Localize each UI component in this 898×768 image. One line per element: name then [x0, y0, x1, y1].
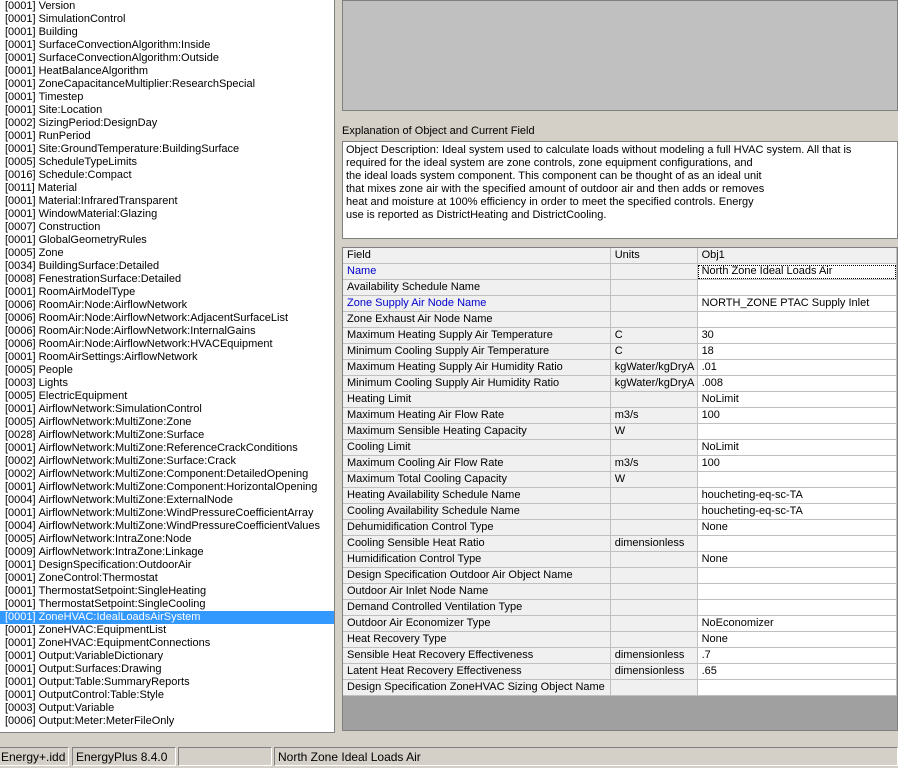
explanation-box — [342, 141, 898, 239]
class-list-item[interactable] — [0, 130, 334, 143]
grid-field-value[interactable]: NoLimit — [697, 392, 896, 408]
class-count: [0001] — [5, 130, 36, 142]
grid-row[interactable] — [343, 408, 897, 424]
class-name: Output:Meter:MeterFileOnly — [38, 715, 175, 727]
class-list-item[interactable] — [0, 221, 334, 234]
class-name: RoomAir:Node:AirflowNetwork:HVACEquipment — [38, 338, 273, 350]
class-name: RoomAir:Node:AirflowNetwork — [38, 299, 188, 311]
class-list-item[interactable] — [0, 364, 334, 377]
class-count: [0028] — [5, 429, 36, 441]
class-list-item[interactable] — [0, 611, 334, 624]
grid-row[interactable] — [343, 360, 897, 376]
class-count: [0001] — [5, 689, 36, 701]
class-list-item[interactable] — [0, 338, 334, 351]
class-list-item[interactable] — [0, 117, 334, 130]
class-count: [0001] — [5, 143, 36, 155]
class-name: AirflowNetwork:IntraZone:Linkage — [38, 546, 204, 558]
grid-row[interactable] — [343, 680, 897, 696]
class-count: [0001] — [5, 676, 36, 688]
class-count: [0034] — [5, 260, 36, 272]
class-name: AirflowNetwork:MultiZone:WindPressureCoefficientValues — [38, 520, 321, 532]
class-count: [0001] — [5, 559, 36, 571]
grid-field-value[interactable] — [697, 312, 896, 328]
grid-field-value[interactable]: houcheting-eq-sc-TA — [697, 488, 896, 504]
class-count: [0001] — [5, 78, 36, 90]
grid-row[interactable] — [343, 664, 897, 680]
grid-field-name[interactable]: Humidification Control Type — [343, 552, 610, 568]
class-list-item[interactable] — [0, 273, 334, 286]
class-count: [0001] — [5, 65, 36, 77]
explanation-line: Object Description: Ideal system used to calculate loads without modeling a full HVAC system. All that is — [346, 144, 852, 156]
grid-field-units — [610, 552, 697, 568]
class-count: [0001] — [5, 0, 36, 12]
class-count: [0006] — [5, 312, 36, 324]
class-count: [0005] — [5, 364, 36, 376]
grid-row[interactable] — [343, 280, 897, 296]
class-count: [0001] — [5, 507, 36, 519]
class-count: [0006] — [5, 715, 36, 727]
class-list-item[interactable] — [0, 663, 334, 676]
class-name: Output:VariableDictionary — [38, 650, 164, 662]
class-list-item[interactable] — [0, 481, 334, 494]
class-name: ZoneControl:Thermostat — [38, 572, 158, 584]
grid-field-name[interactable]: Zone Supply Air Node Name — [343, 296, 610, 312]
grid-field-value[interactable]: houcheting-eq-sc-TA — [697, 504, 896, 520]
class-list-item[interactable] — [0, 507, 334, 520]
grid-field-name[interactable]: Zone Exhaust Air Node Name — [343, 312, 610, 328]
grid-field-units: kgWater/kgDryA — [610, 360, 697, 376]
class-list-item[interactable] — [0, 312, 334, 325]
class-name: SurfaceConvectionAlgorithm:Inside — [38, 39, 211, 51]
grid-field-value[interactable]: None — [697, 632, 896, 648]
grid-field-units — [610, 280, 697, 296]
class-count: [0001] — [5, 481, 36, 493]
class-count: [0001] — [5, 52, 36, 64]
class-name: ZoneHVAC:EquipmentList — [38, 624, 167, 636]
grid-row[interactable] — [343, 616, 897, 632]
explanation-line: the ideal loads system component. This component can be thought of as an ideal unit — [346, 170, 762, 182]
class-list-item[interactable] — [0, 715, 334, 728]
grid-field-name[interactable]: Heating Limit — [343, 392, 610, 408]
class-list-item[interactable] — [0, 143, 334, 156]
class-count: [0001] — [5, 572, 36, 584]
class-count: [0016] — [5, 169, 36, 181]
class-list-item[interactable] — [0, 455, 334, 468]
grid-field-units — [610, 488, 697, 504]
grid-field-value[interactable]: NORTH_ZONE PTAC Supply Inlet — [697, 296, 896, 312]
class-name: Version — [38, 0, 76, 12]
status-idd-file — [0, 747, 69, 766]
grid-row[interactable] — [343, 328, 897, 344]
class-name: People — [38, 364, 73, 376]
class-list-item[interactable] — [0, 299, 334, 312]
class-count: [0001] — [5, 208, 36, 220]
class-list-item[interactable] — [0, 234, 334, 247]
class-list-item[interactable] — [0, 546, 334, 559]
grid-field-value[interactable] — [697, 568, 896, 584]
status-bar — [0, 744, 898, 768]
class-name: Zone — [38, 247, 64, 259]
grid-field-value[interactable]: .008 — [697, 376, 896, 392]
grid-field-name[interactable]: Demand Controlled Ventilation Type — [343, 600, 610, 616]
class-count: [0001] — [5, 234, 36, 246]
grid-field-units: dimensionless — [610, 536, 697, 552]
grid-field-name[interactable]: Heat Recovery Type — [343, 632, 610, 648]
grid-header-obj[interactable]: Obj1 — [697, 248, 896, 264]
grid-row[interactable] — [343, 424, 897, 440]
grid-field-value[interactable]: 100 — [697, 408, 896, 424]
grid-field-value[interactable]: None — [697, 520, 896, 536]
class-name: Site:GroundTemperature:BuildingSurface — [38, 143, 240, 155]
class-name: AirflowNetwork:MultiZone:WindPressureCoefficientArray — [38, 507, 314, 519]
class-name: RunPeriod — [38, 130, 91, 142]
grid-field-value[interactable] — [697, 600, 896, 616]
grid-row[interactable] — [343, 552, 897, 568]
class-list-item[interactable] — [0, 533, 334, 546]
class-count: [0001] — [5, 442, 36, 454]
grid-row[interactable] — [343, 376, 897, 392]
class-count: [0001] — [5, 13, 36, 25]
grid-field-value[interactable]: 30 — [697, 328, 896, 344]
class-list-item[interactable] — [0, 26, 334, 39]
grid-field-name[interactable]: Cooling Limit — [343, 440, 610, 456]
class-list-item[interactable] — [0, 416, 334, 429]
class-list-item[interactable] — [0, 442, 334, 455]
grid-field-units: C — [610, 328, 697, 344]
grid-row[interactable] — [343, 568, 897, 584]
grid-header-units: Units — [610, 248, 697, 264]
grid-field-name[interactable]: Maximum Cooling Air Flow Rate — [343, 456, 610, 472]
status-idd-file-text: Energy+.idd — [1, 750, 66, 764]
class-count: [0005] — [5, 533, 36, 545]
grid-field-name[interactable]: Availability Schedule Name — [343, 280, 610, 296]
grid-field-units: W — [610, 424, 697, 440]
grid-header-row — [343, 248, 897, 264]
grid-field-value[interactable]: North Zone Ideal Loads Air — [697, 264, 896, 280]
class-count: [0002] — [5, 117, 36, 129]
grid-field-value[interactable] — [697, 424, 896, 440]
class-count: [0001] — [5, 104, 36, 116]
class-name: AirflowNetwork:IntraZone:Node — [38, 533, 192, 545]
grid-field-units — [610, 296, 697, 312]
class-count: [0002] — [5, 455, 36, 467]
grid-field-value[interactable]: 100 — [697, 456, 896, 472]
grid-field-units — [610, 392, 697, 408]
class-list-item[interactable] — [0, 78, 334, 91]
class-name: AirflowNetwork:MultiZone:Surface:Crack — [38, 455, 237, 467]
class-name: ElectricEquipment — [38, 390, 128, 402]
grid-header-field: Field — [343, 248, 610, 264]
class-count: [0004] — [5, 520, 36, 532]
class-count: [0007] — [5, 221, 36, 233]
class-count: [0002] — [5, 468, 36, 480]
class-list-item[interactable] — [0, 325, 334, 338]
class-list-item[interactable] — [0, 468, 334, 481]
class-count: [0001] — [5, 286, 36, 298]
class-count: [0001] — [5, 91, 36, 103]
class-name: ZoneHVAC:IdealLoadsAirSystem — [38, 611, 201, 623]
class-list-item[interactable] — [0, 689, 334, 702]
grid-field-units — [610, 504, 697, 520]
grid-field-units: W — [610, 472, 697, 488]
grid-field-units: m3/s — [610, 408, 697, 424]
class-list-item[interactable] — [0, 520, 334, 533]
grid-row[interactable] — [343, 584, 897, 600]
grid-field-name[interactable]: Design Specification ZoneHVAC Sizing Object Name — [343, 680, 610, 696]
class-list-item[interactable] — [0, 650, 334, 663]
class-name: AirflowNetwork:SimulationControl — [38, 403, 202, 415]
grid-field-name[interactable]: Outdoor Air Inlet Node Name — [343, 584, 610, 600]
grid-field-name[interactable]: Heating Availability Schedule Name — [343, 488, 610, 504]
class-list-item[interactable] — [0, 702, 334, 715]
class-count: [0006] — [5, 338, 36, 350]
grid-field-name[interactable]: Minimum Cooling Supply Air Temperature — [343, 344, 610, 360]
class-name: Building — [38, 26, 78, 38]
class-list-item[interactable] — [0, 247, 334, 260]
grid-row[interactable] — [343, 520, 897, 536]
class-count: [0008] — [5, 273, 36, 285]
class-name: RoomAir:Node:AirflowNetwork:AdjacentSurfaceList — [38, 312, 289, 324]
grid-row[interactable] — [343, 472, 897, 488]
class-list-item[interactable] — [0, 169, 334, 182]
grid-field-units — [610, 600, 697, 616]
grid-field-units: kgWater/kgDryA — [610, 376, 697, 392]
class-name: Output:Surfaces:Drawing — [38, 663, 162, 675]
class-list-item[interactable] — [0, 195, 334, 208]
class-name: Output:Table:SummaryReports — [38, 676, 190, 688]
class-count: [0001] — [5, 637, 36, 649]
grid-field-units — [610, 264, 697, 280]
grid-field-value[interactable]: NoLimit — [697, 440, 896, 456]
grid-field-units — [610, 568, 697, 584]
class-name: SimulationControl — [38, 13, 126, 25]
grid-row[interactable] — [343, 632, 897, 648]
grid-field-value[interactable] — [697, 536, 896, 552]
class-name: DesignSpecification:OutdoorAir — [38, 559, 192, 571]
class-count: [0001] — [5, 39, 36, 51]
class-name: Material — [37, 182, 77, 194]
class-name: ThermostatSetpoint:SingleHeating — [38, 585, 207, 597]
class-count: [0001] — [5, 624, 36, 636]
grid-row[interactable] — [343, 504, 897, 520]
class-count: [0005] — [5, 247, 36, 259]
grid-field-units — [610, 520, 697, 536]
class-list-item[interactable] — [0, 260, 334, 273]
grid-field-name[interactable]: Maximum Total Cooling Capacity — [343, 472, 610, 488]
class-name: Material:InfraredTransparent — [38, 195, 178, 207]
grid-field-value[interactable]: 18 — [697, 344, 896, 360]
grid-row[interactable] — [343, 344, 897, 360]
grid-field-units: m3/s — [610, 456, 697, 472]
class-name: RoomAirSettings:AirflowNetwork — [38, 351, 198, 363]
class-list-item[interactable] — [0, 598, 334, 611]
grid-field-value[interactable]: .7 — [697, 648, 896, 664]
grid-field-name[interactable]: Maximum Heating Air Flow Rate — [343, 408, 610, 424]
grid-field-name[interactable]: Cooling Availability Schedule Name — [343, 504, 610, 520]
class-name: OutputControl:Table:Style — [38, 689, 164, 701]
grid-field-name[interactable]: Name — [343, 264, 610, 280]
class-list-item[interactable] — [0, 52, 334, 65]
class-count: [0006] — [5, 299, 36, 311]
class-name: Site:Location — [38, 104, 103, 116]
class-name: WindowMaterial:Glazing — [38, 208, 158, 220]
class-count: [0001] — [5, 598, 36, 610]
grid-field-value[interactable]: .65 — [697, 664, 896, 680]
grid-field-units: dimensionless — [610, 664, 697, 680]
grid-field-name[interactable]: Maximum Heating Supply Air Humidity Ratio — [343, 360, 610, 376]
class-list-item[interactable] — [0, 0, 334, 13]
status-current-value: North Zone Ideal Loads Air — [274, 747, 898, 766]
class-name: Output:Variable — [38, 702, 115, 714]
grid-row[interactable] — [343, 312, 897, 328]
class-list-item[interactable] — [0, 390, 334, 403]
grid-field-name[interactable]: Latent Heat Recovery Effectiveness — [343, 664, 610, 680]
grid-field-units — [610, 584, 697, 600]
grid-field-name[interactable]: Minimum Cooling Supply Air Humidity Ratio — [343, 376, 610, 392]
class-list-item[interactable] — [0, 585, 334, 598]
class-name: ThermostatSetpoint:SingleCooling — [38, 598, 206, 610]
grid-field-units — [610, 440, 697, 456]
grid-field-value[interactable]: NoEconomizer — [697, 616, 896, 632]
class-list-item[interactable] — [0, 624, 334, 637]
grid-row[interactable] — [343, 648, 897, 664]
class-count: [0003] — [5, 702, 36, 714]
class-count: [0003] — [5, 377, 36, 389]
grid-field-name[interactable]: Cooling Sensible Heat Ratio — [343, 536, 610, 552]
grid-field-name[interactable]: Dehumidification Control Type — [343, 520, 610, 536]
class-list-item[interactable] — [0, 559, 334, 572]
grid-field-name[interactable]: Maximum Heating Supply Air Temperature — [343, 328, 610, 344]
class-list-item[interactable] — [0, 286, 334, 299]
class-count: [0009] — [5, 546, 36, 558]
class-name: FenestrationSurface:Detailed — [38, 273, 182, 285]
grid-row[interactable] — [343, 488, 897, 504]
class-list-item[interactable] — [0, 13, 334, 26]
class-name: ScheduleTypeLimits — [38, 156, 138, 168]
class-name: AirflowNetwork:MultiZone:Component:DetailedOpening — [38, 468, 309, 480]
class-count: [0001] — [5, 351, 36, 363]
explanation-line: that mixes zone air with the specified amount of outdoor air and then adds or removes — [346, 183, 765, 195]
class-count: [0005] — [5, 416, 36, 428]
grid-row[interactable] — [343, 440, 897, 456]
class-name: AirflowNetwork:MultiZone:Zone — [38, 416, 192, 428]
grid-field-value[interactable] — [697, 584, 896, 600]
explanation-line: use is reported as DistrictHeating and DistrictCooling. — [346, 209, 607, 221]
class-list-item[interactable] — [0, 637, 334, 650]
class-count: [0001] — [5, 611, 36, 623]
class-count: [0001] — [5, 26, 36, 38]
class-list-item[interactable] — [0, 494, 334, 507]
class-count: [0001] — [5, 663, 36, 675]
grid-field-value[interactable]: None — [697, 552, 896, 568]
class-count: [0001] — [5, 585, 36, 597]
class-name: Construction — [38, 221, 101, 233]
grid-field-value[interactable] — [697, 680, 896, 696]
grid-row[interactable] — [343, 536, 897, 552]
class-list-item[interactable] — [0, 377, 334, 390]
class-list-item[interactable] — [0, 39, 334, 52]
explanation-label: Explanation of Object and Current Field — [342, 125, 535, 137]
class-name: SurfaceConvectionAlgorithm:Outside — [38, 52, 219, 64]
class-list-item[interactable] — [0, 676, 334, 689]
grid-field-units: dimensionless — [610, 648, 697, 664]
class-name: AirflowNetwork:MultiZone:Component:HorizontalOpening — [38, 481, 318, 493]
class-list[interactable] — [0, 0, 335, 733]
grid-field-value[interactable]: .01 — [697, 360, 896, 376]
class-list-item[interactable] — [0, 91, 334, 104]
class-count: [0004] — [5, 494, 36, 506]
class-name: Timestep — [38, 91, 84, 103]
grid-field-name[interactable]: Outdoor Air Economizer Type — [343, 616, 610, 632]
class-count: [0005] — [5, 390, 36, 402]
status-blank — [178, 747, 272, 766]
grid-field-value[interactable] — [697, 280, 896, 296]
grid-field-name[interactable]: Design Specification Outdoor Air Object Name — [343, 568, 610, 584]
grid-field-name[interactable]: Sensible Heat Recovery Effectiveness — [343, 648, 610, 664]
grid-field-units: C — [610, 344, 697, 360]
comments-area — [342, 0, 898, 111]
class-count: [0005] — [5, 156, 36, 168]
class-list-item[interactable] — [0, 351, 334, 364]
class-name: GlobalGeometryRules — [38, 234, 147, 246]
class-name: ZoneHVAC:EquipmentConnections — [38, 637, 211, 649]
class-list-item[interactable] — [0, 156, 334, 169]
class-name: SizingPeriod:DesignDay — [38, 117, 158, 129]
class-list-item[interactable] — [0, 65, 334, 78]
grid-row[interactable] — [343, 600, 897, 616]
class-list-item[interactable] — [0, 182, 334, 195]
grid-row[interactable] — [343, 264, 897, 280]
class-count: [0006] — [5, 325, 36, 337]
explanation-line: required for the ideal system are zone controls, zone equipment configurations, and — [346, 157, 753, 169]
class-count: [0001] — [5, 650, 36, 662]
grid-field-value[interactable] — [697, 472, 896, 488]
status-version: EnergyPlus 8.4.0 — [72, 747, 176, 766]
explanation-line: heat and moisture at 100% efficiency in order to meet the specified controls. Energy — [346, 196, 754, 208]
class-name: ZoneCapacitanceMultiplier:ResearchSpecial — [38, 78, 256, 90]
field-grid[interactable] — [342, 247, 898, 731]
grid-row[interactable] — [343, 392, 897, 408]
class-name: Schedule:Compact — [38, 169, 132, 181]
class-name: AirflowNetwork:MultiZone:ReferenceCrackConditions — [38, 442, 298, 454]
class-name: RoomAir:Node:AirflowNetwork:InternalGains — [38, 325, 256, 337]
class-name: HeatBalanceAlgorithm — [38, 65, 149, 77]
class-count: [0001] — [5, 403, 36, 415]
class-list-item[interactable] — [0, 429, 334, 442]
class-name: RoomAirModelType — [38, 286, 136, 298]
class-list-item[interactable] — [0, 572, 334, 585]
class-list-item[interactable] — [0, 104, 334, 117]
class-list-item[interactable] — [0, 208, 334, 221]
class-name: AirflowNetwork:MultiZone:ExternalNode — [38, 494, 234, 506]
grid-field-units — [610, 312, 697, 328]
class-name: Lights — [38, 377, 68, 389]
class-name: AirflowNetwork:MultiZone:Surface — [38, 429, 205, 441]
class-list-item[interactable] — [0, 403, 334, 416]
grid-field-units — [610, 680, 697, 696]
grid-row[interactable] — [343, 296, 897, 312]
grid-field-units — [610, 632, 697, 648]
class-count: [0001] — [5, 195, 36, 207]
class-count: [0011] — [5, 182, 35, 194]
class-name: BuildingSurface:Detailed — [38, 260, 160, 272]
grid-field-name[interactable]: Maximum Sensible Heating Capacity — [343, 424, 610, 440]
grid-row[interactable] — [343, 456, 897, 472]
grid-field-units — [610, 616, 697, 632]
